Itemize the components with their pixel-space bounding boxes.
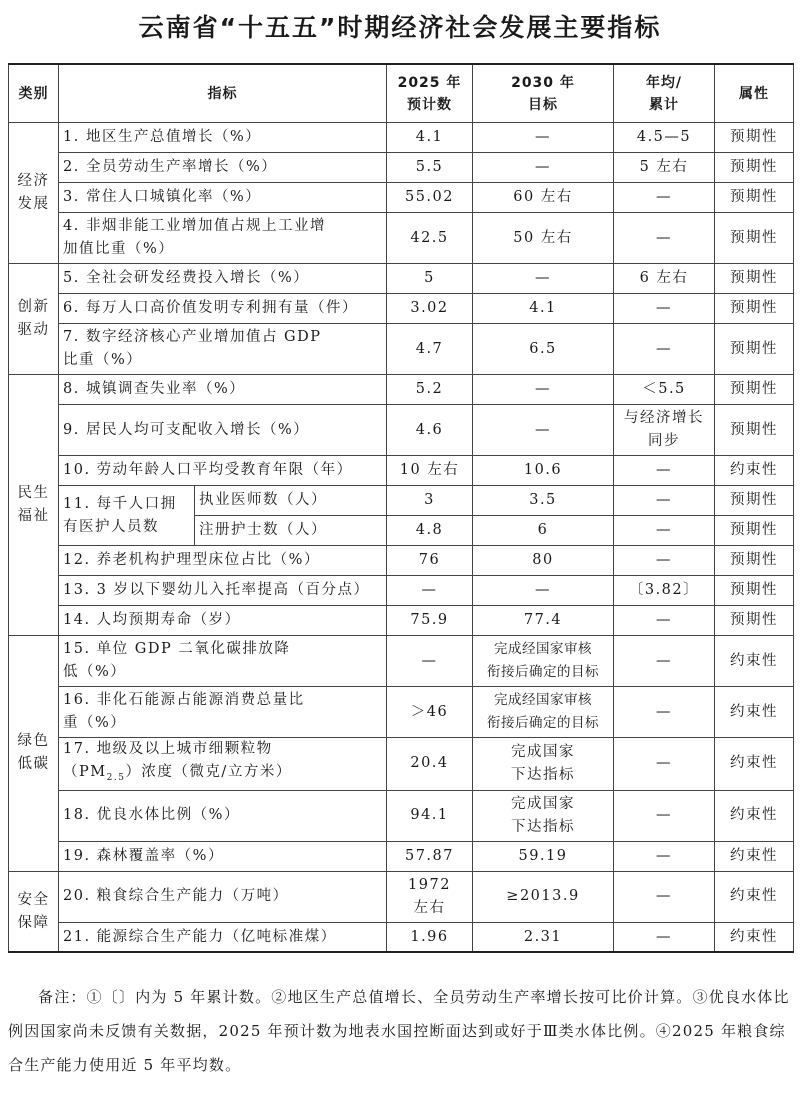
table-row: [9, 790, 794, 841]
value-attribute: 预期性: [715, 264, 794, 294]
value-2030: —: [473, 576, 614, 606]
header-2030: 2030 年 目标: [473, 64, 614, 123]
value-2030: 77.4: [473, 606, 614, 636]
value-average: —: [614, 516, 715, 546]
value-average: —: [614, 922, 715, 952]
table-row: [9, 153, 794, 183]
value-2025: —: [387, 576, 473, 606]
table-row: [9, 183, 794, 213]
value-average: 〔3.82〕: [614, 576, 715, 606]
value-2025: 4.7: [387, 324, 473, 375]
value-2030: 6: [473, 516, 614, 546]
table-header-row: [9, 64, 794, 123]
page-title: 云南省“十五五”时期经济社会发展主要指标: [138, 13, 662, 42]
category-economy: 经济 发展: [9, 123, 59, 264]
indicator-name: 17. 地级及以上城市细颗粒物 $(PM_{2.5})$浓度（微克/立方米）: [59, 738, 387, 791]
value-2030: 完成国家 下达指标: [473, 790, 614, 841]
value-2025: 57.87: [387, 841, 473, 871]
table-row: [9, 375, 794, 405]
value-2030: 80: [473, 546, 614, 576]
value-attribute: 约束性: [715, 687, 794, 738]
indicator-name: 16. 非化石能源占能源消费总量比 重（%）: [59, 687, 387, 738]
table-row: [9, 213, 794, 264]
value-average: —: [614, 183, 715, 213]
value-2025: 5.5: [387, 153, 473, 183]
value-average: —: [614, 687, 715, 738]
value-average: —: [614, 294, 715, 324]
value-2030: 4.1: [473, 294, 614, 324]
indicators-table: [8, 63, 794, 953]
category-security: 安全 保障: [9, 871, 59, 952]
indicator-name: 3. 常住人口城镇化率（%）: [59, 183, 387, 213]
value-average: 5 左右: [614, 153, 715, 183]
sub-indicator-name: 注册护士数（人）: [195, 516, 387, 546]
value-2025: 5: [387, 264, 473, 294]
table-row: [9, 871, 794, 922]
indicator-name: 5. 全社会研发经费投入增长（%）: [59, 264, 387, 294]
value-2030: —: [473, 123, 614, 153]
value-attribute: 约束性: [715, 871, 794, 922]
value-average: —: [614, 790, 715, 841]
table-row: [9, 486, 794, 516]
value-2030: —: [473, 153, 614, 183]
value-attribute: 预期性: [715, 546, 794, 576]
table-row: [9, 324, 794, 375]
table-row: [9, 687, 794, 738]
value-attribute: 约束性: [715, 841, 794, 871]
value-average: —: [614, 738, 715, 791]
value-average: 6 左右: [614, 264, 715, 294]
indicator-name: 20. 粮食综合生产能力（万吨）: [59, 871, 387, 922]
value-average: —: [614, 606, 715, 636]
value-2025: 10 左右: [387, 456, 473, 486]
header-indicator: 指标: [59, 64, 387, 123]
value-2030: —: [473, 405, 614, 456]
header-2025: 2025 年 预计数: [387, 64, 473, 123]
value-average: —: [614, 841, 715, 871]
indicator-name: 12. 养老机构护理型床位占比（%）: [59, 546, 387, 576]
value-2025: 75.9: [387, 606, 473, 636]
indicator-name: 1. 地区生产总值增长（%）: [59, 123, 387, 153]
indicator-name: 10. 劳动年龄人口平均受教育年限（年）: [59, 456, 387, 486]
table-row: [9, 576, 794, 606]
table-row: [9, 606, 794, 636]
value-2030: 50 左右: [473, 213, 614, 264]
table-row: [9, 456, 794, 486]
value-2025: 1.96: [387, 922, 473, 952]
table-row: [9, 738, 794, 791]
value-2025: 94.1: [387, 790, 473, 841]
indicator-name: 14. 人均预期寿命（岁）: [59, 606, 387, 636]
value-average: —: [614, 486, 715, 516]
value-average: 与经济增长 同步: [614, 405, 715, 456]
indicator-name: 2. 全员劳动生产率增长（%）: [59, 153, 387, 183]
value-2030: ≥2013.9: [473, 871, 614, 922]
sub-indicator-name: 执业医师数（人）: [195, 486, 387, 516]
value-2030: 59.19: [473, 841, 614, 871]
category-innovation: 创新 驱动: [9, 264, 59, 375]
value-average: —: [614, 636, 715, 687]
value-average: 4.5—5: [614, 123, 715, 153]
value-2030: 3.5: [473, 486, 614, 516]
value-attribute: 预期性: [715, 183, 794, 213]
value-attribute: 预期性: [715, 153, 794, 183]
indicator-name: 9. 居民人均可支配收入增长（%）: [59, 405, 387, 456]
table-row: [9, 636, 794, 687]
value-2030: 完成国家 下达指标: [473, 738, 614, 791]
table-row: [9, 264, 794, 294]
value-attribute: 预期性: [715, 294, 794, 324]
value-attribute: 约束性: [715, 456, 794, 486]
value-2025: 20.4: [387, 738, 473, 791]
value-2025: 76: [387, 546, 473, 576]
value-2025: ＞46: [387, 687, 473, 738]
value-average: —: [614, 456, 715, 486]
table-row: [9, 294, 794, 324]
value-2030: —: [473, 264, 614, 294]
value-attribute: 预期性: [715, 123, 794, 153]
value-attribute: 预期性: [715, 213, 794, 264]
table-notes: 备注：①〔〕内为 5 年累计数。②地区生产总值增长、全员劳动生产率增长按可比价计算。③优良水体比例因国家尚未反馈有关数据，2025 年预计数为地表水国控断面达到或好于Ⅲ类水体比例。④2025 年粮食综合生产能力使用近 5 年平均数。: [8, 988, 790, 1074]
value-average: —: [614, 871, 715, 922]
value-2025: 55.02: [387, 183, 473, 213]
value-attribute: 预期性: [715, 405, 794, 456]
value-attribute: 约束性: [715, 790, 794, 841]
header-category: 类别: [9, 64, 59, 123]
value-attribute: 预期性: [715, 606, 794, 636]
category-livelihood: 民生 福祉: [9, 375, 59, 636]
value-2025: 4.6: [387, 405, 473, 456]
value-2025: —: [387, 636, 473, 687]
indicator-name: 7. 数字经济核心产业增加值占 GDP 比重（%）: [59, 324, 387, 375]
value-2025: 4.1: [387, 123, 473, 153]
table-row: [9, 546, 794, 576]
value-2025: 42.5: [387, 213, 473, 264]
value-2025: 3: [387, 486, 473, 516]
value-average: ＜5.5: [614, 375, 715, 405]
value-average: —: [614, 213, 715, 264]
indicator-name: 6. 每万人口高价值发明专利拥有量（件）: [59, 294, 387, 324]
value-2030: 6.5: [473, 324, 614, 375]
header-attribute: 属性: [715, 64, 794, 123]
value-average: —: [614, 324, 715, 375]
value-attribute: 约束性: [715, 636, 794, 687]
header-average: 年均/ 累计: [614, 64, 715, 123]
value-2025: 5.2: [387, 375, 473, 405]
value-2030: 60 左右: [473, 183, 614, 213]
value-2025: 1972 左右: [387, 871, 473, 922]
value-attribute: 预期性: [715, 324, 794, 375]
value-2025: 3.02: [387, 294, 473, 324]
value-2030: 10.6: [473, 456, 614, 486]
table-row: [9, 405, 794, 456]
value-2025: 4.8: [387, 516, 473, 546]
indicator-name: 4. 非烟非能工业增加值占规上工业增 加值比重（%）: [59, 213, 387, 264]
table-row: [9, 841, 794, 871]
table-row: [9, 922, 794, 952]
value-attribute: 预期性: [715, 516, 794, 546]
value-attribute: 预期性: [715, 486, 794, 516]
indicator-name: 13. 3 岁以下婴幼儿入托率提高（百分点）: [59, 576, 387, 606]
indicator-name: 8. 城镇调查失业率（%）: [59, 375, 387, 405]
value-2030: 完成经国家审核 衔接后确定的目标: [473, 687, 614, 738]
indicator-name: 21. 能源综合生产能力（亿吨标准煤）: [59, 922, 387, 952]
value-2030: 2.31: [473, 922, 614, 952]
indicator-name: 19. 森林覆盖率（%）: [59, 841, 387, 871]
value-2030: 完成经国家审核 衔接后确定的目标: [473, 636, 614, 687]
value-average: —: [614, 546, 715, 576]
indicator-name: 15. 单位 GDP 二氧化碳排放降 低（%）: [59, 636, 387, 687]
indicator-name: 18. 优良水体比例（%）: [59, 790, 387, 841]
value-attribute: 约束性: [715, 738, 794, 791]
value-attribute: 约束性: [715, 922, 794, 952]
value-2030: —: [473, 375, 614, 405]
indicator-name: 11. 每千人口拥 有医护人员数: [59, 486, 195, 546]
table-row: [9, 123, 794, 153]
category-green: 绿色 低碳: [9, 636, 59, 872]
value-attribute: 预期性: [715, 375, 794, 405]
value-attribute: 预期性: [715, 576, 794, 606]
